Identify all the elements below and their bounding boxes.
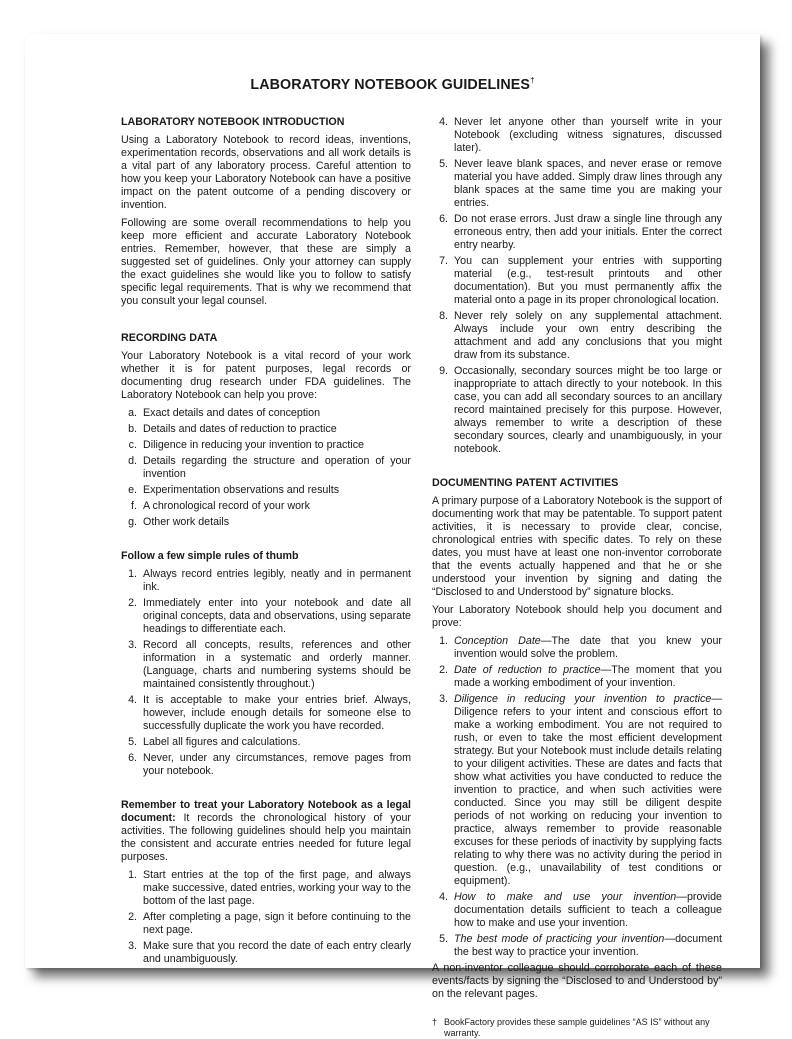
list-text: Label all figures and calculations.	[143, 736, 301, 748]
list-item	[121, 911, 411, 937]
patent-paragraph-3: A non-inventor colleague should corroborate each of these events/facts by signing the “Disclosed to and Understood by” on the relevant pages.	[432, 962, 722, 1000]
list-item	[432, 891, 722, 930]
list-term: Date of reduction to practice	[454, 664, 601, 676]
list-text: It is acceptable to make your entries brief. Always, however, include enough details for someone else to successfully duplicate the work you have recorded.	[143, 694, 411, 732]
list-text: Immediately enter into your notebook and date all original concepts, data and observations, using separate headings to differentiate each.	[143, 597, 411, 635]
list-marker: 9.	[439, 365, 448, 377]
legal-intro	[121, 799, 411, 864]
list-item	[121, 516, 411, 529]
list-marker: 3.	[439, 693, 448, 705]
list-marker: 3.	[128, 940, 137, 952]
list-text: Occasionally, secondary sources might be too large or inappropriate to attach directly to your notebook. In this case, you can add all secondary sources to an ancillary record maintained precisely for this purpose. However, always remember to write a description of these secondary sources, clearly and unambiguously, in your notebook.	[454, 365, 722, 455]
list-marker: g.	[128, 516, 137, 528]
list-text	[454, 664, 722, 690]
rules-list	[121, 568, 411, 778]
list-marker: 5.	[128, 736, 137, 748]
right-column	[432, 116, 722, 1039]
list-marker: 4.	[128, 694, 137, 706]
list-marker: 1.	[128, 869, 137, 881]
list-marker: b.	[128, 423, 137, 435]
list-item	[432, 365, 722, 456]
list-text: After completing a page, sign it before continuing to the next page.	[143, 911, 411, 936]
list-text: Never, under any circumstances, remove pages from your notebook.	[143, 752, 411, 777]
list-marker: 3.	[128, 639, 137, 651]
list-item	[432, 933, 722, 959]
list-body: —document the best way to practice your invention.	[454, 933, 722, 958]
list-text: Exact details and dates of conception	[143, 407, 321, 419]
list-item	[121, 752, 411, 778]
list-text	[454, 635, 722, 661]
list-item	[432, 664, 722, 690]
list-text: Always record entries legibly, neatly and in permanent ink.	[143, 568, 411, 593]
title-text: LABORATORY NOTEBOOK GUIDELINES	[250, 77, 531, 93]
list-marker: 5.	[439, 158, 448, 170]
list-marker: 8.	[439, 310, 448, 322]
legal-intro-bold: Remember to treat your Laboratory Notebook as a legal document:	[121, 799, 411, 824]
list-text: Details regarding the structure and operation of your invention	[143, 455, 411, 480]
list-text: Do not erase errors. Just draw a single line through any erroneous entry, then add your initials. Enter the correct entry nearby.	[454, 213, 722, 251]
list-marker: 1.	[439, 635, 448, 647]
list-item	[121, 869, 411, 908]
patent-paragraph-1: A primary purpose of a Laboratory Notebook is the support of documenting work that may be patentable. To support patent activities, it is necessary to provide clear, concise, chronological entries with specific dates. To rely on these dates, you must have at least one non-inventor corroborate that the events actually happened and that he or she understood your invention by signing and dating the “Disclosed to and Understood by” signature blocks.	[432, 495, 722, 598]
list-body: —Diligence refers to your intent and conscious effort to make a working embodiment. You are not required to rush, or even to take the most efficient development strategy. But your Notebook must include details relating to your diligent activities. These are dates and facts that show what activities you have conducted to reduce the invention to practice, and when such activities were conducted. Since you may still be diligent despite periods of not working on reducing your invention to practice, always remember to provide reasonable excuses for these periods of inactivity by supplying facts relating to why there was no activity during the period in question. (e.g., unavailability of test conditions or equipment).	[454, 693, 722, 887]
list-text: Start entries at the top of the first page, and always make successive, dated entries, working your way to the bottom of the last page.	[143, 869, 411, 907]
list-term: Diligence in reducing your invention to practice	[454, 693, 712, 705]
list-marker: 5.	[439, 933, 448, 945]
list-term: The best mode of practicing your invention	[454, 933, 665, 945]
list-marker: 1.	[128, 568, 137, 580]
list-item	[432, 213, 722, 252]
patent-list	[432, 635, 722, 959]
list-item	[121, 568, 411, 594]
list-text: Record all concepts, results, references and other information in a systematic and orderly manner. (Language, charts and numbering systems should be maintained consistently throughout.)	[143, 639, 411, 690]
list-item	[432, 116, 722, 155]
list-item	[432, 693, 722, 888]
list-text: Experimentation observations and results	[143, 484, 340, 496]
list-marker: 4.	[439, 116, 448, 128]
list-text	[454, 693, 722, 888]
list-text: Other work details	[143, 516, 230, 528]
rules-heading: Follow a few simple rules of thumb	[121, 550, 299, 562]
footnote-text: BookFactory provides these sample guidelines “AS IS” without any warranty.	[444, 1017, 710, 1038]
list-text: A chronological record of your work	[143, 500, 310, 512]
document-page	[25, 34, 760, 1038]
list-marker: 2.	[439, 664, 448, 676]
list-body: —The moment that you made a working embodiment of your invention.	[454, 664, 722, 689]
list-term: Conception Date	[454, 635, 541, 647]
list-body: —The date that you knew your invention would solve the problem.	[454, 635, 722, 660]
list-marker: 2.	[128, 597, 137, 609]
list-item	[121, 484, 411, 497]
list-item	[121, 639, 411, 691]
list-text: Details and dates of reduction to practice	[143, 423, 337, 435]
list-item	[121, 423, 411, 436]
list-marker: 7.	[439, 255, 448, 267]
list-item	[121, 597, 411, 636]
list-item	[121, 736, 411, 749]
list-text: Make sure that you record the date of each entry clearly and unambiguously.	[143, 940, 411, 965]
list-item	[121, 500, 411, 513]
recording-heading: RECORDING DATA	[121, 332, 218, 344]
list-text: Diligence in reducing your invention to practice	[143, 439, 364, 451]
patent-heading: DOCUMENTING PATENT ACTIVITIES	[432, 477, 619, 489]
list-text: You can supplement your entries with supporting material (e.g., test-result printouts and other documentation). But you must permanently affix the material onto a page in its proper chronological location.	[454, 255, 722, 306]
list-marker: 4.	[439, 891, 448, 903]
list-text	[454, 933, 722, 959]
intro-paragraph-2: Following are some overall recommendations to help you keep more efficient and accurate Laboratory Notebook entries. Remember, however, that these are simply a suggested set of guidelines. Only your attorney can supply the exact guidelines she would like you to follow to satisfy specific legal requirements. That is why we recommend that you consult your legal counsel.	[121, 217, 411, 307]
list-item	[121, 407, 411, 420]
list-item	[432, 635, 722, 661]
list-text	[454, 891, 722, 930]
list-marker: 6.	[128, 752, 137, 764]
list-text: Never let anyone other than yourself write in your Notebook (excluding witness signatures, discussed later).	[454, 116, 722, 154]
list-item	[121, 694, 411, 733]
legal-list-part-1	[121, 869, 411, 966]
page-title	[25, 76, 760, 93]
recording-paragraph: Your Laboratory Notebook is a vital record of your work whether it is for patent purposes, legal records or documenting drug research under FDA guidelines. The Laboratory Notebook can help you prove:	[121, 350, 411, 401]
list-marker: 2.	[128, 911, 137, 923]
left-column	[121, 116, 411, 969]
footnote-dagger: †	[432, 1017, 438, 1027]
patent-paragraph-2: Your Laboratory Notebook should help you document and prove:	[432, 604, 722, 629]
list-item	[432, 255, 722, 307]
recording-list	[121, 407, 411, 529]
list-marker: 6.	[439, 213, 448, 225]
list-text: Never rely solely on any supplemental attachment. Always include your own entry describing the attachment and add any conclusions that you might draw from its substance.	[454, 310, 722, 361]
list-term: How to make and use your invention	[454, 891, 677, 903]
intro-heading: LABORATORY NOTEBOOK INTRODUCTION	[121, 116, 345, 128]
list-marker: f.	[131, 500, 137, 512]
list-marker: a.	[128, 407, 137, 419]
intro-paragraph-1: Using a Laboratory Notebook to record ideas, inventions, experimentation records, observations and all work details is a vital part of any laboratory process. Careful attention to how you keep your Laboratory Notebook can have a positive impact on the patent outcome of a pending discovery or invention.	[121, 134, 411, 211]
list-item	[432, 158, 722, 210]
list-item	[121, 940, 411, 966]
list-text: Never leave blank spaces, and never erase or remove material you have added. Simply draw lines through any blank spaces at the same time you are making your entries.	[454, 158, 722, 209]
list-marker: c.	[128, 439, 137, 451]
title-dagger: †	[530, 76, 535, 85]
list-marker: d.	[128, 455, 137, 467]
legal-list-part-2	[432, 116, 722, 456]
legal-intro-text: It records the chronological history of your activities. The following guidelines should help you maintain the consistent and accurate entries needed for future legal purposes.	[121, 812, 411, 863]
list-item	[121, 455, 411, 481]
list-item	[121, 439, 411, 452]
list-body: —provide documentation details sufficient to teach a colleague how to make and use your invention.	[454, 891, 722, 929]
list-marker: e.	[128, 484, 137, 496]
list-item	[432, 310, 722, 362]
footnote	[432, 1017, 722, 1039]
